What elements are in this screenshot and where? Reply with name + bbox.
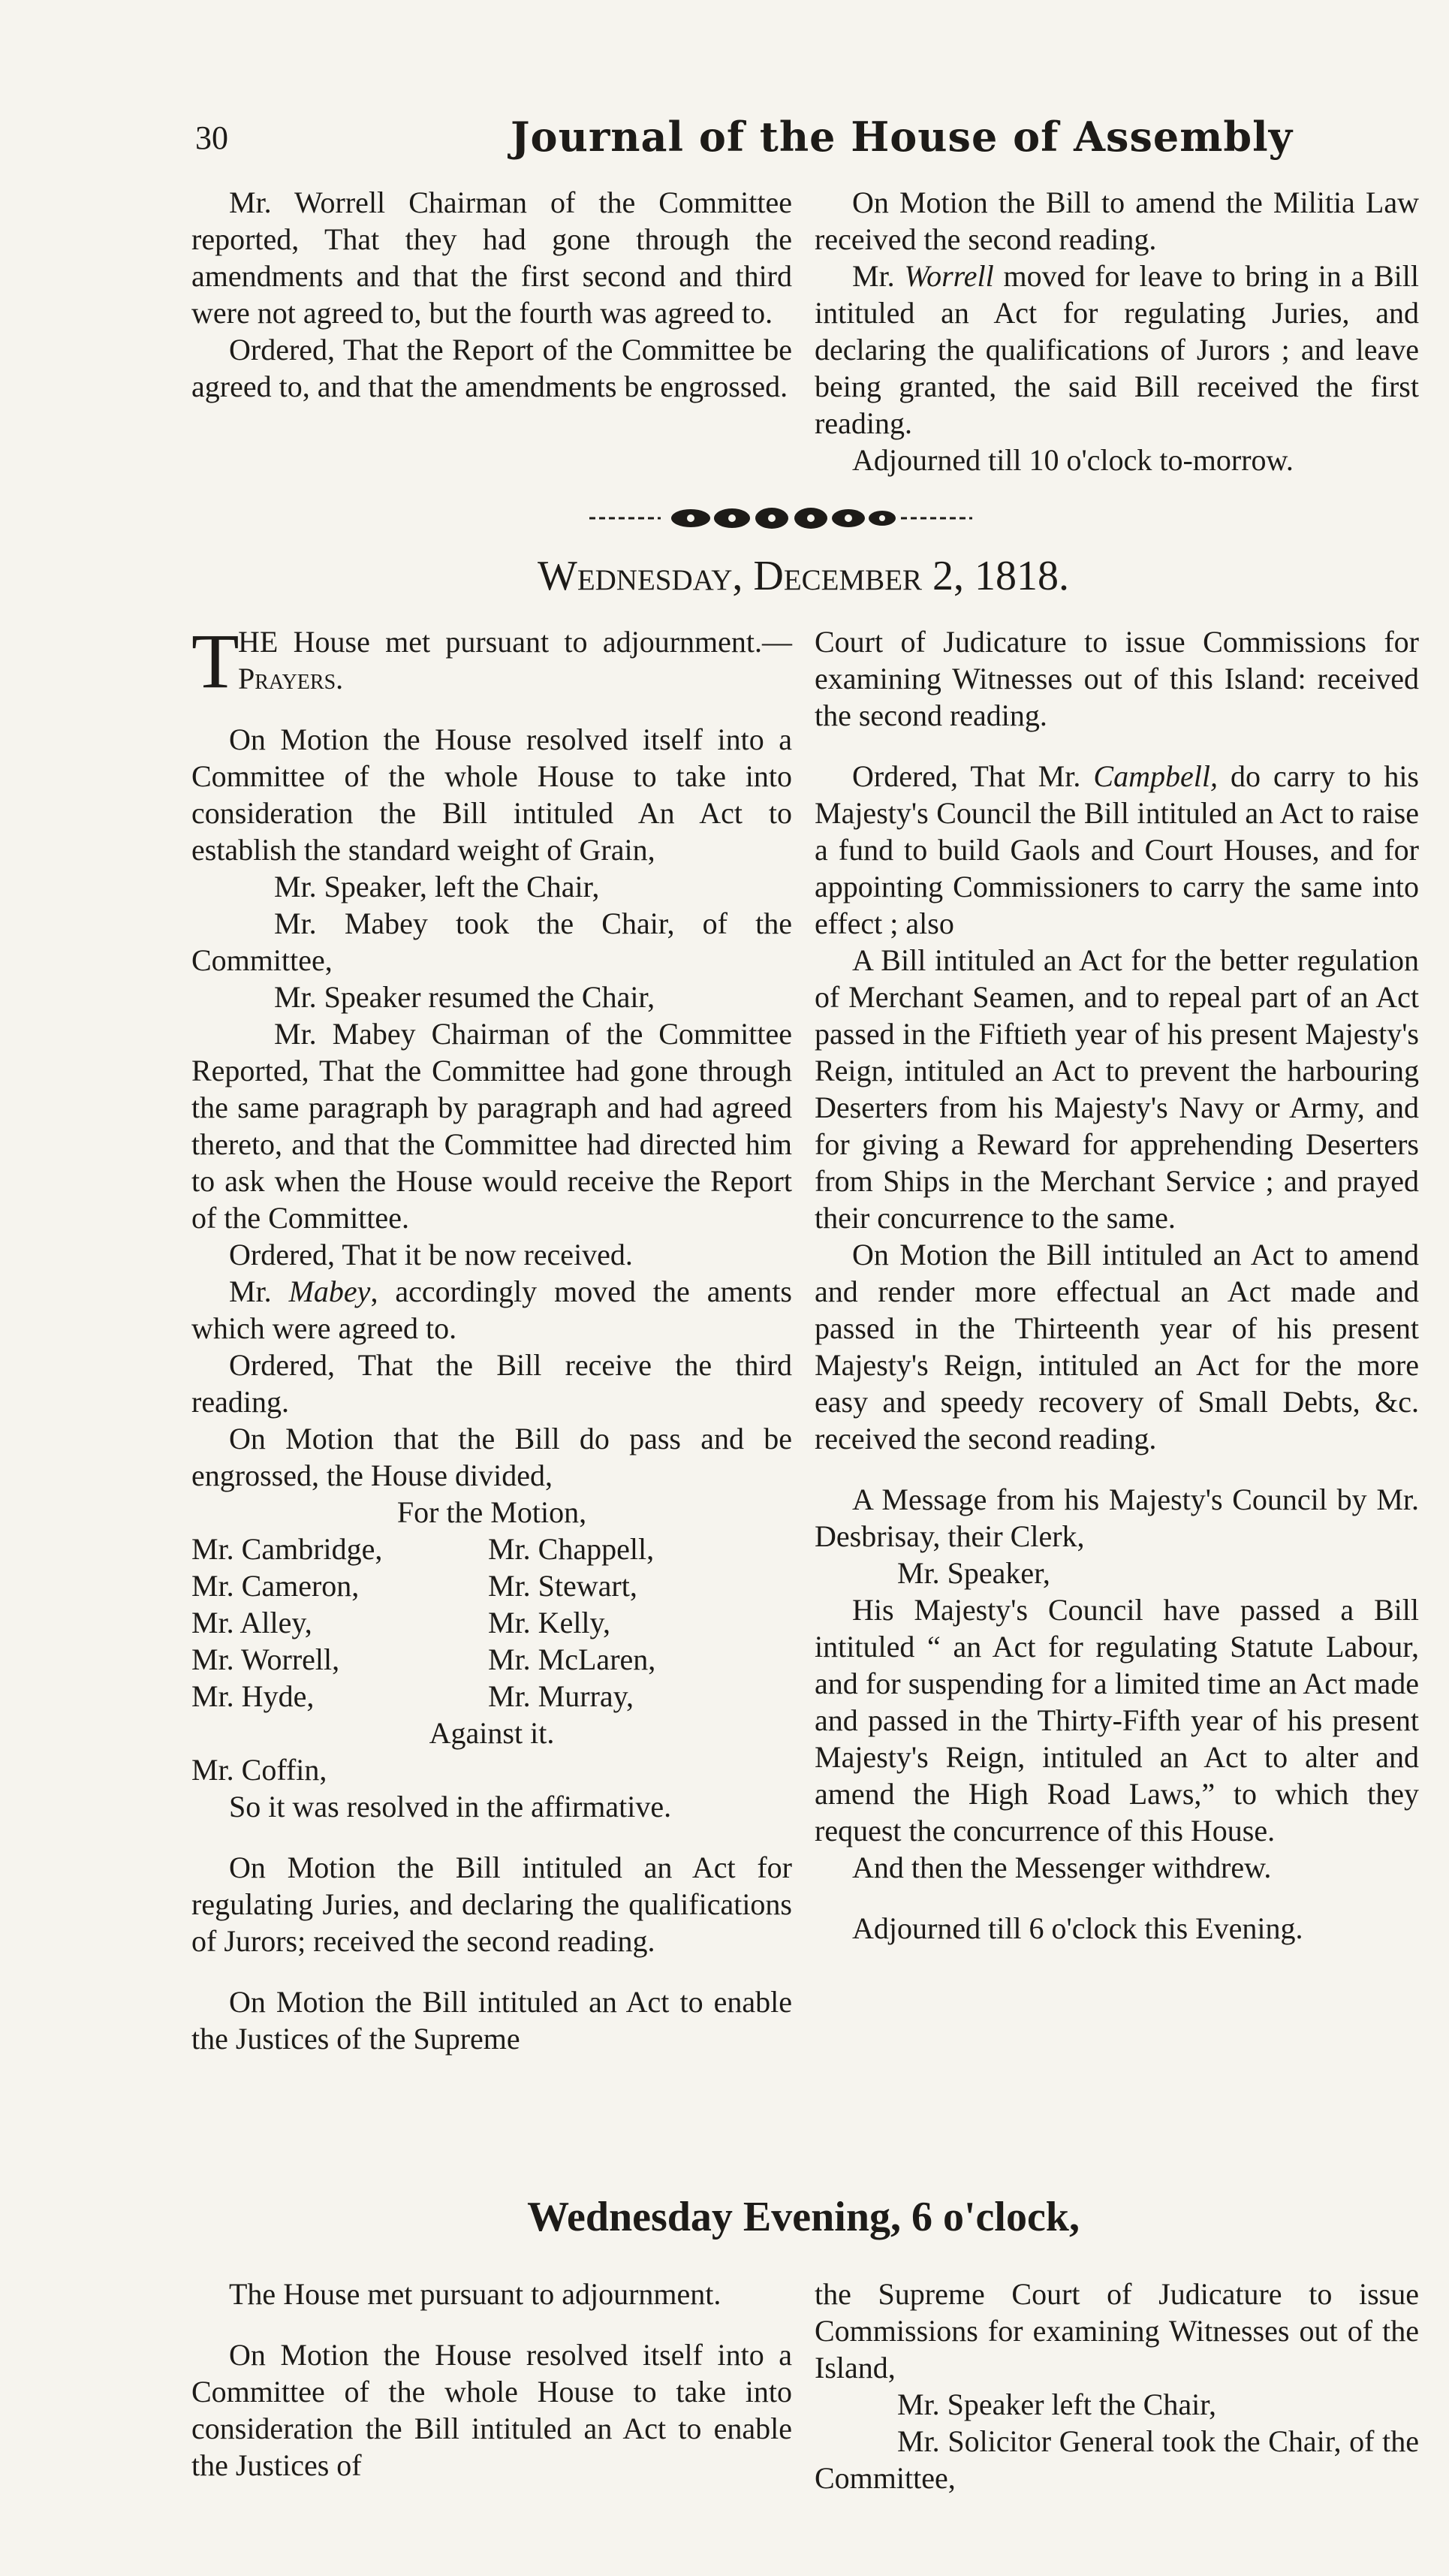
paragraph: Mr. Solicitor General took the Chair, of the Committee, bbox=[815, 2424, 1419, 2495]
paragraph: Mr. Speaker left the Chair, bbox=[897, 2387, 1216, 2421]
member-name: Mr. Chappell, bbox=[488, 1532, 655, 1566]
paragraph: Ordered, That it be now received. bbox=[229, 1238, 633, 1271]
paragraph: Mr. Speaker resumed the Chair, bbox=[274, 980, 655, 1014]
running-head: Journal of the House of Assembly bbox=[511, 113, 1293, 161]
vote-heading-against: Against it. bbox=[429, 1716, 555, 1750]
paragraph: And then the Messenger withdrew. bbox=[852, 1851, 1272, 1884]
paragraph: On Motion the Bill intituled an Act for regulating Juries, and declaring the qualifications of Jurors; received the second reading. bbox=[191, 1851, 792, 1958]
text: do carry to his Majesty's Council the Bill intituled an Act to raise a fund to build Gaols and Court Houses, and for appointing Commissioners to carry the same into effect ; also bbox=[815, 759, 1419, 940]
text: HE House met pursuant to adjournment.— bbox=[238, 625, 792, 659]
member-name: Mr. Worrell, bbox=[191, 1642, 340, 1676]
paragraph: Ordered, That the Bill receive the third reading. bbox=[191, 1348, 792, 1419]
paragraph: Mr. Mabey Chairman of the Committee Reported, That the Committee had gone through the same paragraph by paragraph and had agreed thereto, and that the Committee had directed him to ask when the House would receive the Report of the Committee. bbox=[191, 1017, 792, 1235]
top-right-column bbox=[815, 184, 1419, 478]
paragraph: Adjourned till 6 o'clock this Evening. bbox=[852, 1911, 1303, 1945]
paragraph bbox=[815, 258, 1419, 442]
page-number: 30 bbox=[195, 119, 228, 156]
left-column bbox=[191, 618, 792, 2057]
paragraph: Court of Judicature to issue Commissions for examining Witnesses out of this Island: received the second reading. bbox=[815, 625, 1419, 732]
member-name: Mr. Coffin, bbox=[191, 1753, 327, 1787]
member-name: Mr. Stewart, bbox=[488, 1569, 637, 1603]
ornament-divider-icon bbox=[586, 496, 976, 541]
evening-left-column bbox=[191, 2276, 792, 2484]
paragraph: Mr. Worrell Chairman of the Committee reported, That they had gone through the amendments and that the first second and third were not agreed to, but the fourth was agreed to. bbox=[191, 186, 792, 330]
paragraph bbox=[191, 1273, 792, 1347]
paragraph bbox=[815, 758, 1419, 942]
member-name: Mr. Alley, bbox=[191, 1606, 312, 1639]
text bbox=[238, 623, 792, 697]
paragraph: Adjourned till 10 o'clock to-morrow. bbox=[852, 443, 1294, 477]
paragraph: The House met pursuant to adjournment. bbox=[229, 2277, 721, 2311]
member-name: Mr. Kelly, bbox=[488, 1606, 610, 1639]
drop-cap: T bbox=[191, 618, 239, 704]
member-name: Mabey bbox=[288, 1274, 371, 1308]
member-name: Campbell, bbox=[1093, 759, 1218, 793]
section-heading-date: Wednesday, December 2, 1818. bbox=[537, 553, 1070, 599]
section-heading-evening: Wednesday Evening, 6 o'clock, bbox=[527, 2194, 1080, 2240]
right-column bbox=[815, 623, 1419, 1947]
evening-right-column bbox=[815, 2276, 1419, 2496]
paragraph: On Motion the Bill intituled an Act to enable the Justices of the Supreme bbox=[191, 1985, 792, 2056]
paragraph: So it was resolved in the affirmative. bbox=[229, 1790, 672, 1823]
paragraph: A Message from his Majesty's Council by Mr. Desbrisay, their Clerk, bbox=[815, 1483, 1419, 1553]
prayers-text: Prayers. bbox=[238, 662, 344, 695]
paragraph: the Supreme Court of Judicature to issue Commissions for examining Witnesses out of the Island, bbox=[815, 2277, 1419, 2384]
paragraph: On Motion that the Bill do pass and be engrossed, the House divided, bbox=[191, 1422, 792, 1492]
text: Ordered, That Mr. bbox=[852, 759, 1094, 793]
paragraph: A Bill intituled an Act for the better regulation of Merchant Seamen, and to repeal part of an Act passed in the Fiftieth year of his present Majesty's Reign, intituled an Act to prevent the harbouring Deserters from his Majesty's Navy or Army, and for giving a Reward for apprehending Deserters from Ships in the Merchant Service ; and prayed their concurrence to the same. bbox=[815, 943, 1419, 1235]
member-name: Mr. Hyde, bbox=[191, 1679, 315, 1713]
paragraph: Ordered, That the Report of the Committee be agreed to, and that the amendments be engrossed. bbox=[191, 333, 792, 403]
vote-list-for bbox=[191, 1531, 792, 1715]
opening-paragraph bbox=[191, 618, 792, 704]
member-name: Mr. Cambridge, bbox=[191, 1532, 383, 1566]
text: Mr. Mabey took the Chair, of the Committee, bbox=[191, 906, 792, 977]
text: , accordingly moved the aments which were agreed to. bbox=[191, 1274, 792, 1345]
text: moved for leave to bring in a Bill intituled an Act for regulating Juries, and declaring the qualifications of Jurors ; and leave being granted, the said Bill received the first reading. bbox=[815, 259, 1419, 440]
member-name: Mr. Cameron, bbox=[191, 1569, 360, 1603]
member-name: Mr. McLaren, bbox=[488, 1642, 656, 1676]
paragraph: On Motion the House resolved itself into a Committee of the whole House to take into consideration the Bill intituled an Act to enable the Justices of bbox=[191, 2338, 792, 2482]
vote-heading-for: For the Motion, bbox=[396, 1495, 587, 1529]
paragraph: His Majesty's Council have passed a Bill intituled “ an Act for regulating Statute Labour, and for suspending for a limited time an Act made and passed in the Thirty-Fifth year of his present Majesty's Reign, intituled an Act to alter and amend the High Road Laws,” to which they request the concurrence of this House. bbox=[815, 1593, 1419, 1848]
paragraph: Mr. Speaker, bbox=[897, 1556, 1050, 1590]
paragraph: Mr. Speaker, left the Chair, bbox=[274, 870, 600, 903]
text: Mr. bbox=[852, 259, 905, 293]
member-name: Mr. Murray, bbox=[488, 1679, 634, 1713]
text: Mr. bbox=[229, 1274, 289, 1308]
paragraph: On Motion the House resolved itself into a Committee of the whole House to take into consideration the Bill intituled An Act to establish the standard weight of Grain, bbox=[191, 722, 792, 867]
paragraph bbox=[191, 905, 792, 979]
paragraph: On Motion the Bill intituled an Act to amend and render more effectual an Act made and passed in the Thirteenth year of his present Majesty's Reign, intituled an Act for the more easy and speedy recovery of Small Debts, &c. received the second reading. bbox=[815, 1238, 1419, 1455]
page-header bbox=[188, 113, 1419, 165]
paragraph: On Motion the Bill to amend the Militia Law received the second reading. bbox=[815, 186, 1419, 256]
member-name: Worrell bbox=[904, 259, 994, 293]
top-left-column bbox=[191, 184, 792, 405]
